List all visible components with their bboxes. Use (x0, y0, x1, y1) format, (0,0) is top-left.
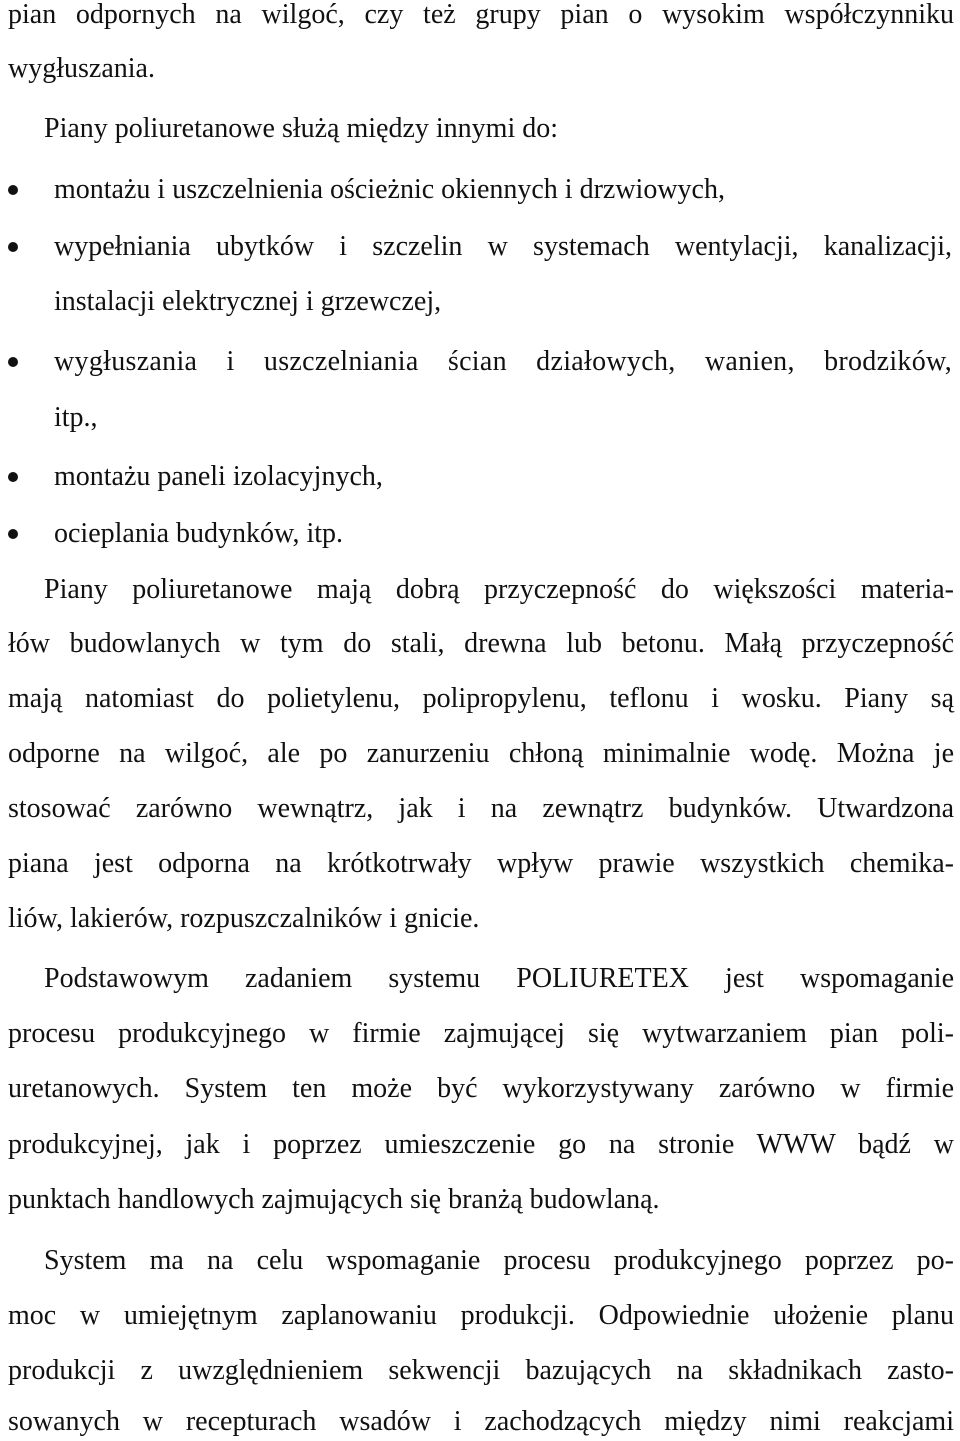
bullet-line: itp., (54, 402, 98, 433)
paragraph-line: moc w umiejętnym zaplanowaniu produkcji. Odpowiednie ułożenie planu (8, 1300, 954, 1331)
bullet-line: wypełniania ubytków i szczelin w systemach wentylacji, kanalizacji, (54, 231, 952, 262)
paragraph-line: produkcyjnej, jak i poprzez umieszczenie go na stronie WWW bądź w (8, 1129, 954, 1160)
bullet-line: montażu paneli izolacyjnych, (54, 461, 383, 492)
paragraph-line: mają natomiast do polietylenu, polipropylenu, teflonu i wosku. Piany są (8, 683, 954, 714)
bullet-dot-icon (8, 185, 18, 195)
intro-line: pian odpornych na wilgoć, czy też grupy pian o wysokim współczynniku (8, 0, 954, 30)
bullet-dot-icon (8, 357, 18, 367)
intro-line: wygłuszania. (8, 53, 155, 84)
paragraph-line: odporne na wilgoć, ale po zanurzeniu chłoną minimalnie wodę. Można je (8, 738, 954, 769)
paragraph-line: liów, lakierów, rozpuszczalników i gnicie. (8, 903, 480, 934)
paragraph-line: łów budowlanych w tym do stali, drewna lub betonu. Małą przyczepność (8, 628, 954, 659)
bullet-line: montażu i uszczelnienia ościeżnic okiennych i drzwiowych, (54, 174, 725, 205)
paragraph-line: stosować zarówno wewnątrz, jak i na zewnątrz budynków. Utwardzona (8, 793, 954, 824)
paragraph-line: punktach handlowych zajmujących się branżą budowlaną. (8, 1184, 660, 1215)
paragraph-line: sowanych w recepturach wsadów i zachodzących między nimi reakcjami (8, 1406, 954, 1437)
paragraph-line: Podstawowym zadaniem systemu POLIURETEX jest wspomaganie (44, 963, 954, 994)
bullet-line: instalacji elektrycznej i grzewczej, (54, 286, 442, 317)
list-intro: Piany poliuretanowe służą między innymi do: (44, 113, 559, 144)
paragraph-line: Piany poliuretanowe mają dobrą przyczepność do większości materia- (44, 574, 954, 605)
paragraph-line: System ma na celu wspomaganie procesu produkcyjnego poprzez po- (44, 1245, 954, 1276)
paragraph-line: piana jest odporna na krótkotrwały wpływ prawie wszystkich chemika- (8, 848, 954, 879)
paragraph-line: uretanowych. System ten może być wykorzystywany zarówno w firmie (8, 1073, 954, 1104)
bullet-dot-icon (8, 529, 18, 539)
bullet-line: wygłuszania i uszczelniania ścian działowych, wanien, brodzików, (54, 346, 952, 377)
paragraph-line: procesu produkcyjnego w firmie zajmującej się wytwarzaniem pian poli- (8, 1018, 954, 1049)
bullet-line: ocieplania budynków, itp. (54, 518, 344, 549)
paragraph-line: produkcji z uwzględnieniem sekwencji bazujących na składnikach zasto- (8, 1355, 954, 1386)
bullet-dot-icon (8, 242, 18, 252)
bullet-dot-icon (8, 472, 18, 482)
